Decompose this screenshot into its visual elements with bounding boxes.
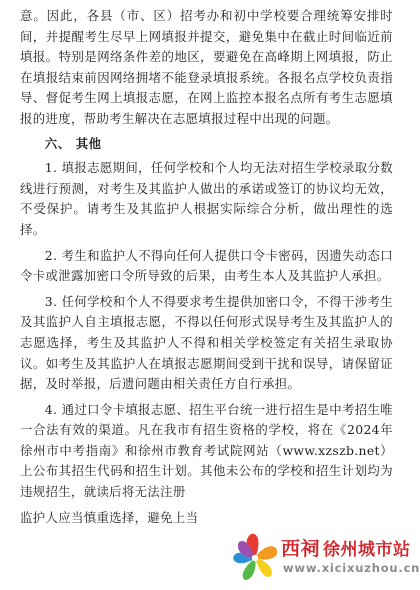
list-item: 4. 通过口令卡填报志愿、招生平台统一进行招生是中考招生唯一合法有效的渠道。凡在我市有招生资格的学校，将在《2024年徐州市中考指南》和徐州市教育考试院网站（www.xzszb.net）上公布其招生代码和招生计划。其他未公布的学校和招生计划均为违规招生，就读后将无法注册 [20, 401, 393, 500]
list-item-continuation: 监护人应当慎重选择，避免上当 [20, 509, 199, 525]
watermark-title [281, 534, 411, 561]
list-item: 3. 任何学校和个人不得要求考生提供加密口令，不得干涉考生及其监护人自主填报志愿，不得以任何形式误导考生及其监护人的志愿选择，考生及其监护人不得和相关学校签定有关招生录取协议。如考生及其监护人在填报志愿期间受到干扰和误导，请保留证据，及时举报，后遗问题由相关责任方自行承担。 [20, 293, 393, 392]
watermark-url: www.xicixuzhou.cn [283, 561, 420, 575]
pinwheel-logo-icon [229, 530, 281, 586]
list-item: 2. 考生和监护人不得向任何人提供口令卡密码，因遗失动态口令卡或泄露加密口令所导致的后果，由考生本人及其监护人承担。 [20, 247, 393, 284]
section-heading-other: 六、 其他 [44, 135, 102, 151]
watermark-subtitle: 徐州城市站 [323, 540, 411, 560]
document-body [20, 6, 393, 532]
intro-paragraph: 意。因此，各县（市、区）招考办和初中学校要合理统筹安排时间，并提醒考生尽早上网填报并提交，避免集中在截止时间临近前填报。特别是网络条件差的地区，要避免在高峰期上网填报，防止在填报结束前因网络拥堵不能登录填报系统。各报名点学校负责指导、督促考生网上填报志愿，在网上监控本报名点所有考生志愿填报的进度，帮助考生解决在志愿填报过程中出现的问题。 [20, 8, 393, 126]
site-watermark [229, 530, 420, 588]
watermark-brand: 西祠 [281, 538, 321, 560]
list-item: 1. 填报志愿期间，任何学校和个人均无法对招生学校录取分数线进行预测，对考生及其监护人做出的承诺或签订的协议均无效，不受保护。请考生及其监护人根据实际综合分析，做出理性的选择。 [20, 160, 393, 237]
